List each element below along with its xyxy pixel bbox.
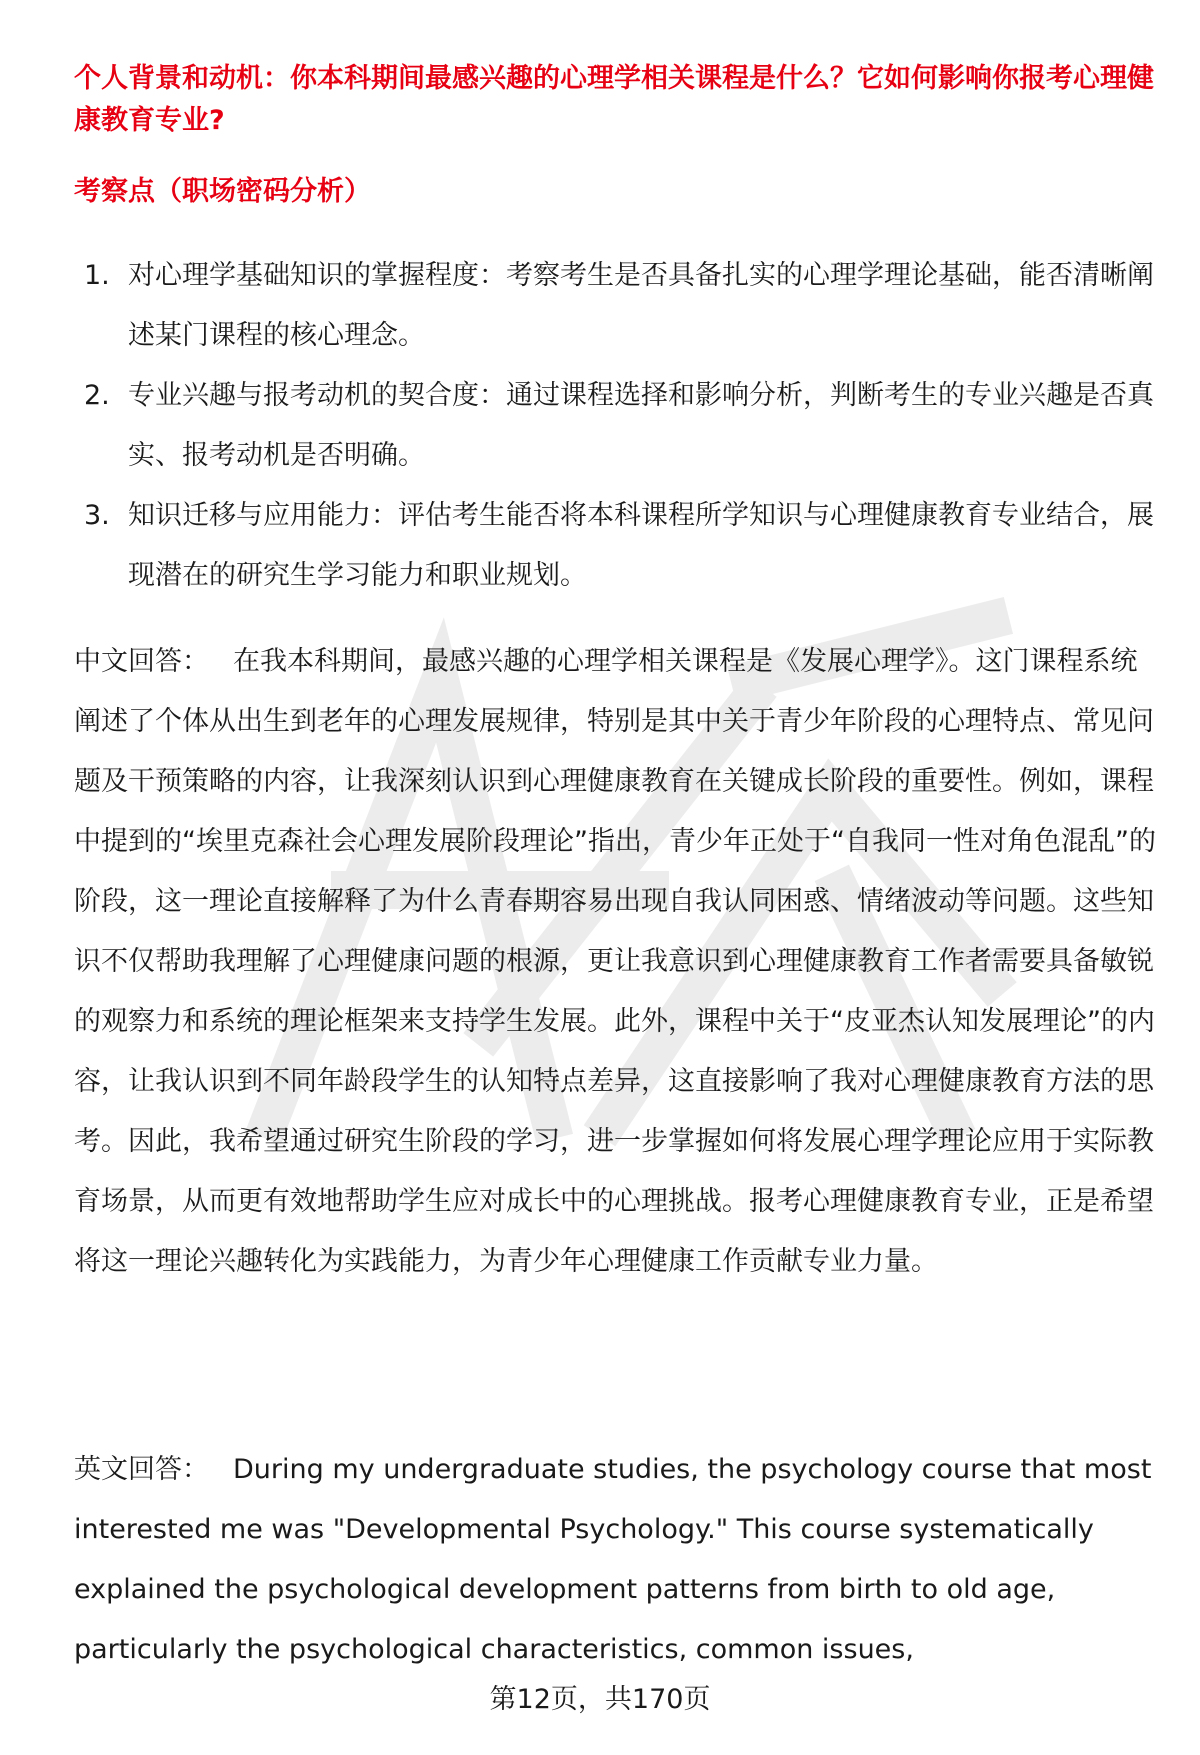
list-item-text: 专业兴趣与报考动机的契合度：通过课程选择和影响分析，判断考生的专业兴趣是否真实、报考动机是否明确。 bbox=[128, 380, 1154, 471]
chinese-answer-paragraph bbox=[74, 632, 1164, 1292]
list-item-number: 3. bbox=[84, 500, 110, 531]
chinese-answer-label: 中文回答： bbox=[74, 646, 209, 677]
english-answer-paragraph bbox=[74, 1440, 1164, 1680]
list-item bbox=[74, 246, 1164, 366]
list-item-number: 1. bbox=[84, 260, 110, 291]
question-heading: 个人背景和动机：你本科期间最感兴趣的心理学相关课程是什么？它如何影响你报考心理健康教育专业? bbox=[74, 63, 1154, 136]
chinese-answer-text: 在我本科期间，最感兴趣的心理学相关课程是《发展心理学》。这门课程系统阐述了个体从出生到老年的心理发展规律，特别是其中关于青少年阶段的心理特点、常见问题及干预策略的内容，让我深刻认识到心理健康教育在关键成长阶段的重要性。例如，课程中提到的“埃里克森社会心理发展阶段理论”指出，青少年正处于“自我同一性对角色混乱”的阶段，这一理论直接解释了为什么青春期容易出现自我认同困惑、情绪波动等问题。这些知识不仅帮助我理解了心理健康问题的根源，更让我意识到心理健康教育工作者需要具备敏锐的观察力和系统的理论框架来支持学生发展。此外，课程中关于“皮亚杰认知发展理论”的内容，让我认识到不同年龄段学生的认知特点差异，这直接影响了我对心理健康教育方法的思考。因此，我希望通过研究生阶段的学习，进一步掌握如何将发展心理学理论应用于实际教育场景，从而更有效地帮助学生应对成长中的心理挑战。报考心理健康教育专业，正是希望将这一理论兴趣转化为实践能力，为青少年心理健康工作贡献专业力量。 bbox=[74, 646, 1156, 1277]
english-answer-label: 英文回答： bbox=[74, 1454, 209, 1485]
list-item bbox=[74, 366, 1164, 486]
assessment-points-title: 考察点（职场密码分析） bbox=[74, 176, 371, 207]
page-number-footer: 第12页，共170页 bbox=[489, 1684, 711, 1715]
assessment-points-list bbox=[74, 246, 1164, 606]
english-answer-text: During my undergraduate studies, the psychology course that most interested me was "Developmental Psychology." This course systematically explained the psychological development patterns from birth to old age, particularly the psychological characteristics, common issues, bbox=[74, 1454, 1152, 1665]
list-item-text: 知识迁移与应用能力：评估考生能否将本科课程所学知识与心理健康教育专业结合，展现潜在的研究生学习能力和职业规划。 bbox=[128, 500, 1154, 591]
list-item-text: 对心理学基础知识的掌握程度：考察考生是否具备扎实的心理学理论基础，能否清晰阐述某门课程的核心理念。 bbox=[128, 260, 1154, 351]
list-item-number: 2. bbox=[84, 380, 110, 411]
list-item bbox=[74, 486, 1164, 606]
